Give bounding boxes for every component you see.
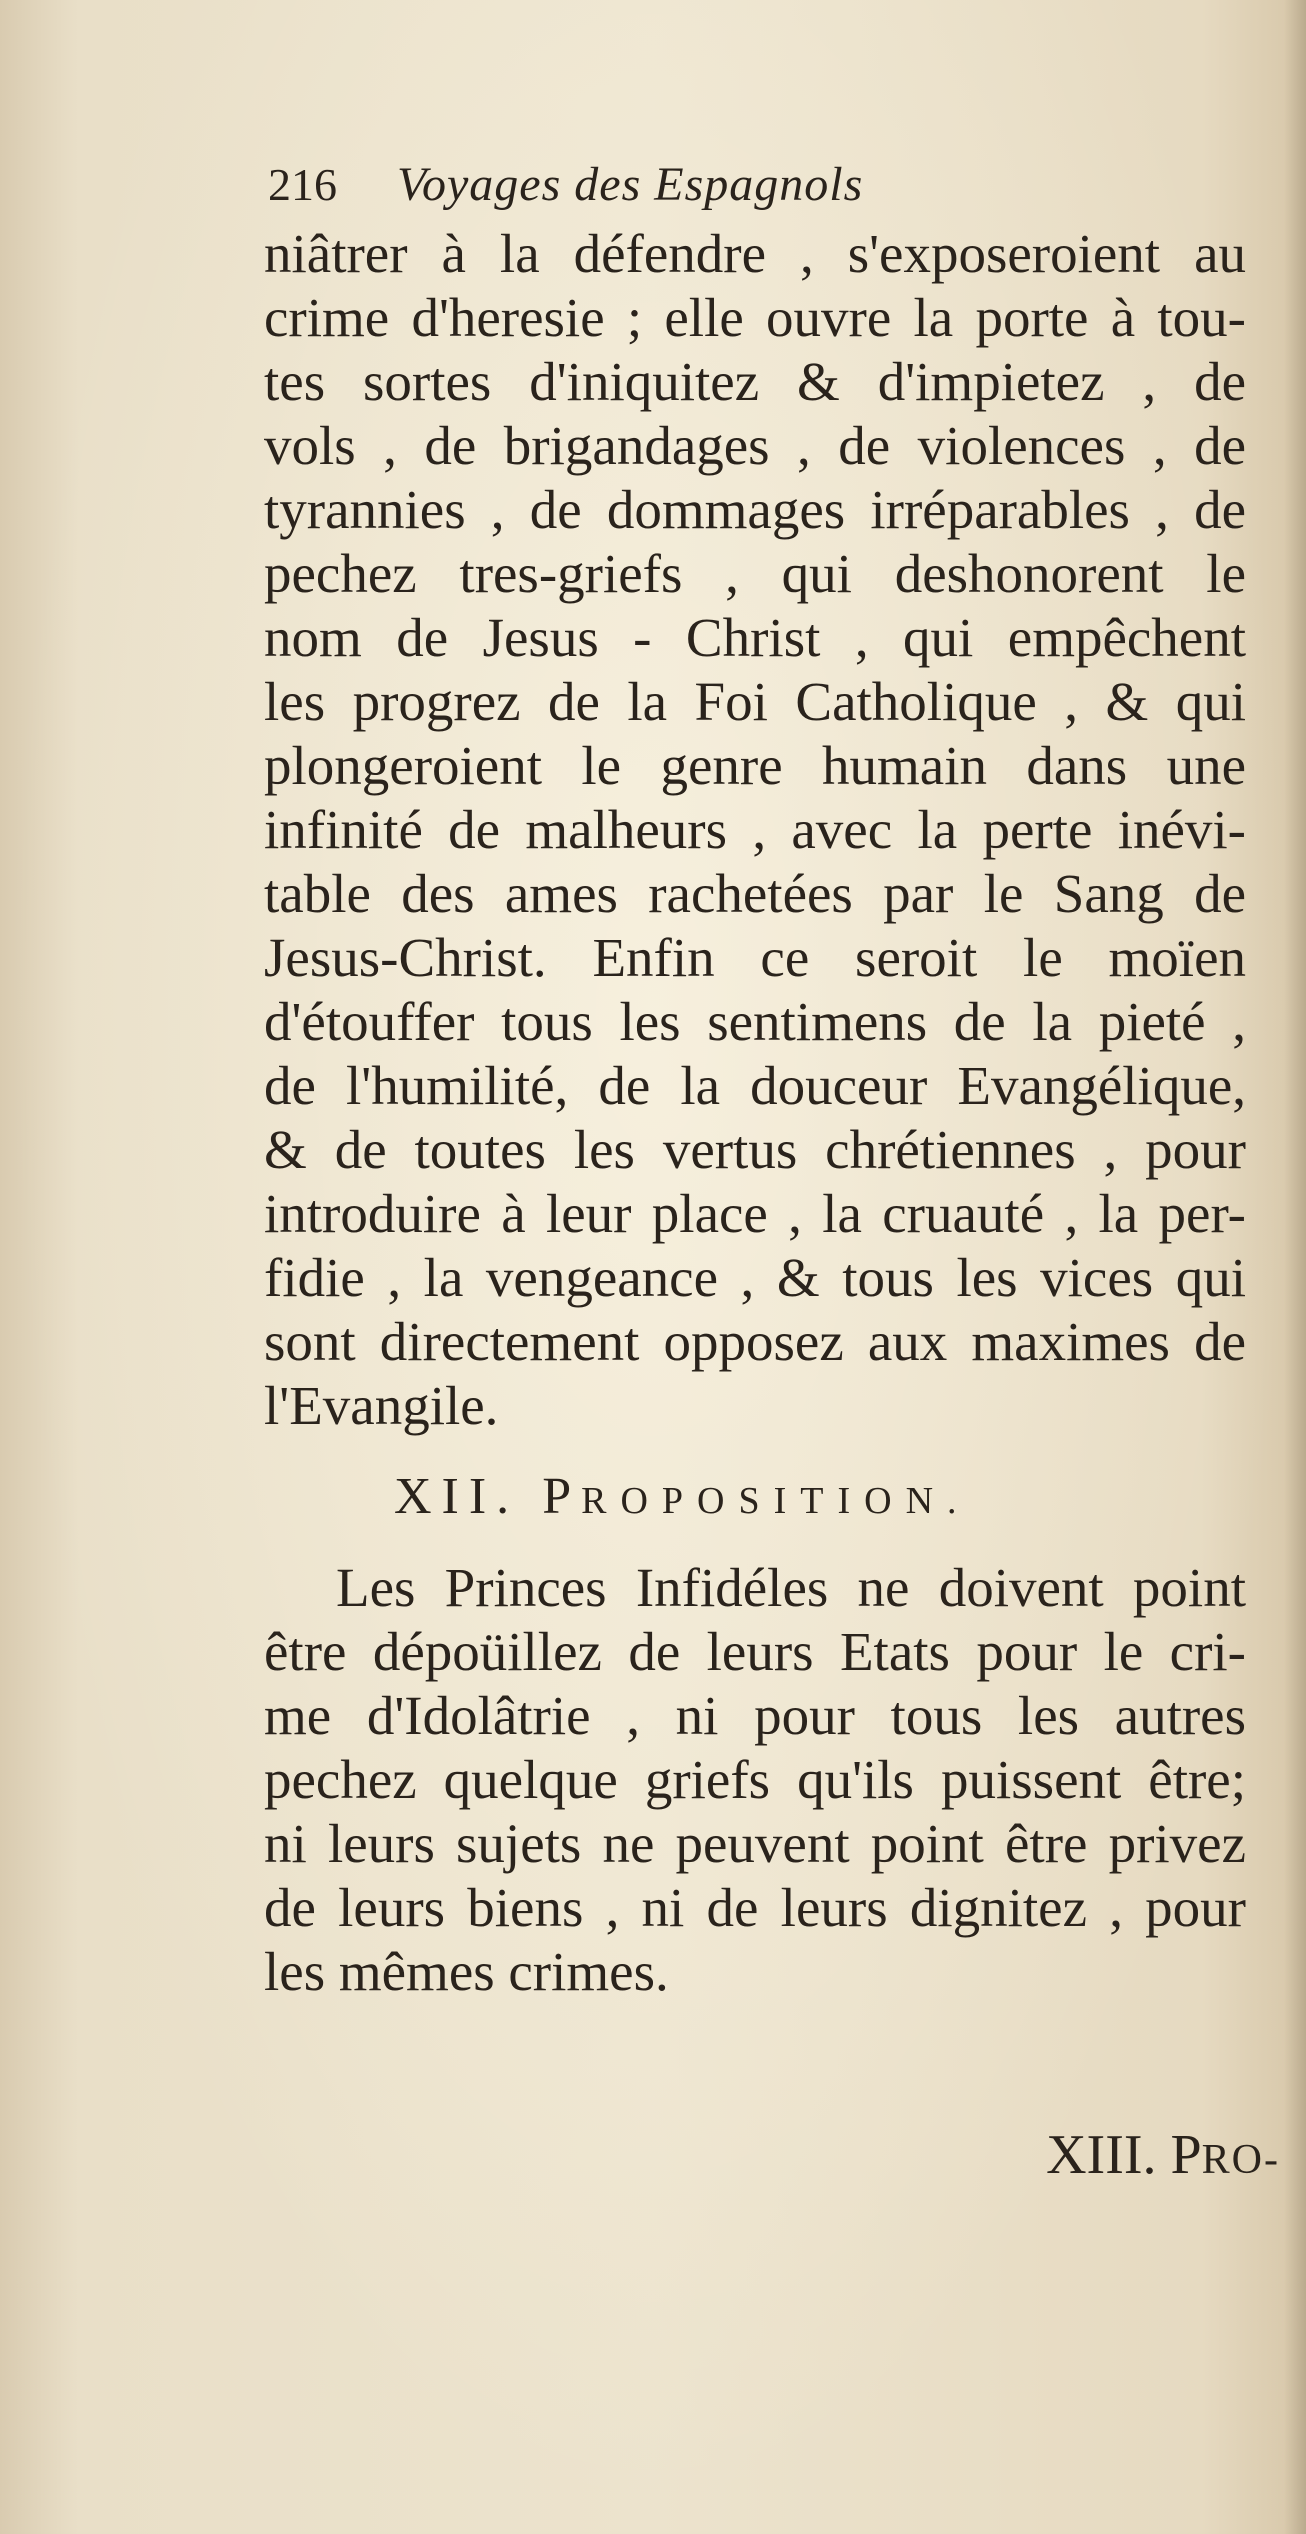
heading-initial: P [542, 1468, 582, 1525]
text-line: fidie , la vengeance , & tous les vices qui [264, 1247, 1246, 1308]
text-line: être dépoüillez de leurs Etats pour le cri- [264, 1621, 1246, 1682]
text-line: nom de Jesus - Christ , qui empêchent [264, 607, 1246, 668]
heading-word: ROPOSITION. [581, 1480, 971, 1522]
text-line: crime d'heresie ; elle ouvre la porte à tou- [264, 287, 1246, 348]
text-line: les progrez de la Foi Catholique , & qui [264, 671, 1246, 732]
catchword-rest: RO- [1201, 2137, 1280, 2183]
text-line: de l'humilité, de la douceur Evangélique, [264, 1055, 1246, 1116]
paragraph-2 [264, 1556, 1246, 2004]
catchword [1046, 2120, 1280, 2195]
text-line: Les Princes Infidéles ne doivent point [336, 1557, 1246, 1618]
text-line: tes sortes d'iniquitez & d'impietez , de [264, 351, 1246, 412]
text-line: infinité de malheurs , avec la perte inévi- [264, 799, 1246, 860]
text-line: l'Evangile. [264, 1375, 499, 1436]
running-title: Voyages des Espagnols [397, 158, 864, 211]
text-line: ni leurs sujets ne peuvent point être privez [264, 1813, 1246, 1874]
text-line: pechez quelque griefs qu'ils puissent être; [264, 1749, 1246, 1810]
text-line: tyrannies , de dommages irréparables , de [264, 479, 1246, 540]
catchword-initial: P [1170, 2124, 1202, 2186]
page-header [268, 150, 1068, 220]
text-line: d'étouffer tous les sentimens de la pieté , [264, 991, 1246, 1052]
text-line: introduire à leur place , la cruauté , la per- [264, 1183, 1246, 1244]
text-line: sont directement opposez aux maximes de [264, 1311, 1246, 1372]
paragraph-1 [264, 222, 1246, 1438]
text-line: table des ames rachetées par le Sang de [264, 863, 1246, 924]
text-line: niâtrer à la défendre , s'exposeroient au [264, 223, 1246, 284]
text-line: vols , de brigandages , de violences , de [264, 415, 1246, 476]
text-line: pechez tres-griefs , qui deshonorent le [264, 543, 1246, 604]
section-heading [264, 1438, 1246, 1556]
text-block [264, 222, 1246, 2004]
text-line: Jesus-Christ. Enfin ce seroit le moïen [264, 927, 1246, 988]
text-line: les mêmes crimes. [264, 1941, 669, 2002]
text-line: me d'Idolâtrie , ni pour tous les autres [264, 1685, 1246, 1746]
page-number: 216 [268, 159, 337, 210]
text-line: de leurs biens , ni de leurs dignitez , pour [264, 1877, 1246, 1938]
page-edge-shadow [1284, 0, 1306, 2534]
text-line: & de toutes les vertus chrétiennes , pour [264, 1119, 1246, 1180]
text-line: plongeroient le genre humain dans une [264, 735, 1246, 796]
catchword-numeral: XIII. [1046, 2124, 1157, 2186]
heading-numeral: XII. [394, 1468, 520, 1525]
